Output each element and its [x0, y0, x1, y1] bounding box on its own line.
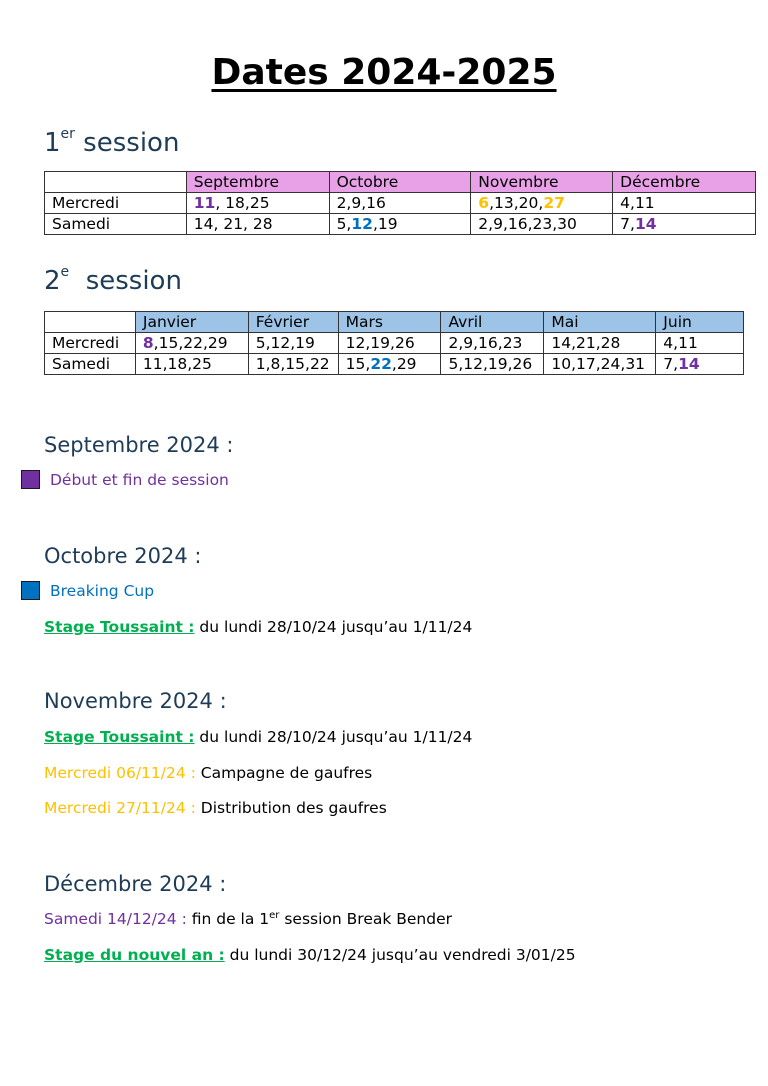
session1-month-header: Novembre — [471, 172, 613, 193]
novembre-heading: Novembre 2024 : — [44, 689, 227, 713]
session2-month-header: Février — [248, 312, 338, 333]
date-text: 11,18,25 — [142, 355, 212, 373]
purple-square-icon — [21, 470, 40, 489]
session1-heading — [44, 128, 179, 158]
session1-header-row — [45, 172, 756, 193]
session1-date-cell — [329, 214, 471, 235]
session1-row-samedi — [45, 214, 756, 235]
legend-breaking-cup-label: Breaking Cup — [50, 581, 155, 600]
decembre-stage-label: Stage du nouvel an : — [44, 946, 225, 964]
novembre-stage-label: Stage Toussaint : — [44, 728, 195, 746]
session2-corner-cell — [45, 312, 136, 333]
session2-heading-number: 2 — [44, 266, 61, 296]
session2-date-cell — [441, 354, 544, 375]
novembre-event2-text: Distribution des gaufres — [195, 799, 387, 817]
legend-breaking-cup — [21, 581, 154, 600]
date-text: 1,8,15,22 — [255, 355, 330, 373]
highlighted-date: 22 — [370, 355, 392, 373]
session1-date-cell — [186, 193, 329, 214]
highlighted-date: 14 — [634, 215, 657, 233]
octobre-stage-text: du lundi 28/10/24 jusqu’au 1/11/24 — [194, 618, 473, 636]
session2-heading-text: session — [69, 266, 182, 296]
date-text: 14,21,28 — [551, 334, 621, 352]
decembre-heading: Décembre 2024 : — [44, 872, 227, 896]
legend-session-limits — [21, 470, 229, 489]
session1-date-cell — [471, 193, 613, 214]
novembre-stage-text: du lundi 28/10/24 jusqu’au 1/11/24 — [194, 728, 473, 746]
novembre-event2-line — [44, 799, 387, 817]
session2-row-mercredi — [45, 333, 744, 354]
session2-row-samedi — [45, 354, 744, 375]
decembre-event-text-sup: er — [269, 910, 280, 921]
session2-month-header: Janvier — [135, 312, 248, 333]
session1-heading-text: session — [74, 128, 180, 158]
novembre-event1-line — [44, 764, 372, 782]
novembre-event1-text: Campagne de gaufres — [195, 764, 373, 782]
session2-heading-suffix: e — [60, 264, 70, 280]
session2-date-cell — [338, 333, 441, 354]
session2-day-label: Samedi — [45, 354, 136, 375]
decembre-event-text-post: session Break Bender — [279, 910, 452, 929]
session1-date-cell — [329, 193, 471, 214]
date-text: ,29 — [391, 355, 417, 373]
date-text: 2,9,16 — [336, 194, 386, 212]
date-text: 15, — [345, 355, 371, 373]
date-text: 5,12,19 — [255, 334, 315, 352]
session2-month-header: Mars — [338, 312, 441, 333]
session1-heading-number: 1 — [44, 128, 61, 158]
session2-date-cell — [248, 354, 338, 375]
session2-date-cell — [441, 333, 544, 354]
session1-row-mercredi — [45, 193, 756, 214]
session1-date-cell — [186, 214, 329, 235]
novembre-event1-label: Mercredi 06/11/24 : — [44, 764, 196, 782]
session1-date-cell — [471, 214, 613, 235]
highlighted-date: 14 — [678, 355, 700, 373]
session1-month-header: Septembre — [186, 172, 329, 193]
date-text: 4,11 — [663, 334, 698, 352]
session1-corner-cell — [45, 172, 187, 193]
legend-session-limits-label: Début et fin de session — [50, 470, 229, 489]
date-text: 4,11 — [620, 194, 655, 212]
session2-date-cell — [656, 333, 744, 354]
blue-square-icon — [21, 581, 40, 600]
session2-date-cell — [135, 354, 248, 375]
date-text: 7, — [663, 355, 679, 373]
session1-heading-suffix: er — [60, 126, 75, 142]
session1-day-label: Samedi — [45, 214, 187, 235]
novembre-event2-label: Mercredi 27/11/24 : — [44, 799, 196, 817]
date-text: 7, — [620, 215, 635, 233]
decembre-event-text-pre: fin de la 1 — [186, 910, 270, 929]
session1-date-cell — [613, 193, 756, 214]
highlighted-date: 8 — [142, 334, 154, 352]
date-text: 2,9,16,23,30 — [478, 215, 577, 233]
date-text: 5, — [336, 215, 352, 233]
session2-month-header: Juin — [656, 312, 744, 333]
session2-date-cell — [248, 333, 338, 354]
session2-date-cell — [544, 333, 656, 354]
session2-header-row — [45, 312, 744, 333]
date-text: ,13,20, — [489, 194, 544, 212]
session2-month-header: Mai — [544, 312, 656, 333]
session2-date-cell — [544, 354, 656, 375]
session1-month-header: Décembre — [613, 172, 756, 193]
session1-day-label: Mercredi — [45, 193, 187, 214]
session2-day-label: Mercredi — [45, 333, 136, 354]
octobre-heading: Octobre 2024 : — [44, 544, 202, 568]
date-text: 5,12,19,26 — [448, 355, 533, 373]
date-text: 14, 21, 28 — [193, 215, 273, 233]
septembre-heading: Septembre 2024 : — [44, 433, 234, 457]
novembre-stage-line — [44, 728, 472, 746]
highlighted-date: 6 — [478, 194, 490, 212]
session2-heading — [44, 266, 182, 296]
highlighted-date: 12 — [351, 215, 373, 233]
session2-date-cell — [135, 333, 248, 354]
highlighted-date: 27 — [543, 194, 565, 212]
date-text: 10,17,24,31 — [551, 355, 646, 373]
session1-month-header: Octobre — [329, 172, 471, 193]
session2-date-cell — [656, 354, 744, 375]
decembre-event-line — [44, 910, 452, 928]
decembre-event-label: Samedi 14/12/24 : — [44, 910, 187, 929]
highlighted-date: 11 — [193, 194, 216, 212]
date-text: 12,19,26 — [345, 334, 415, 352]
date-text: , 18,25 — [215, 194, 270, 212]
octobre-stage-line — [44, 618, 472, 636]
decembre-stage-line — [44, 946, 576, 964]
page-title: Dates 2024-2025 — [211, 52, 557, 93]
session2-month-header: Avril — [441, 312, 544, 333]
decembre-stage-text: du lundi 30/12/24 jusqu’au vendredi 3/01/25 — [224, 946, 576, 964]
session1-table — [44, 171, 756, 235]
date-text: ,15,22,29 — [153, 334, 228, 352]
session2-date-cell — [338, 354, 441, 375]
octobre-stage-label: Stage Toussaint : — [44, 618, 195, 636]
session2-table — [44, 311, 744, 375]
session1-date-cell — [613, 214, 756, 235]
date-text: ,19 — [372, 215, 398, 233]
date-text: 2,9,16,23 — [448, 334, 523, 352]
